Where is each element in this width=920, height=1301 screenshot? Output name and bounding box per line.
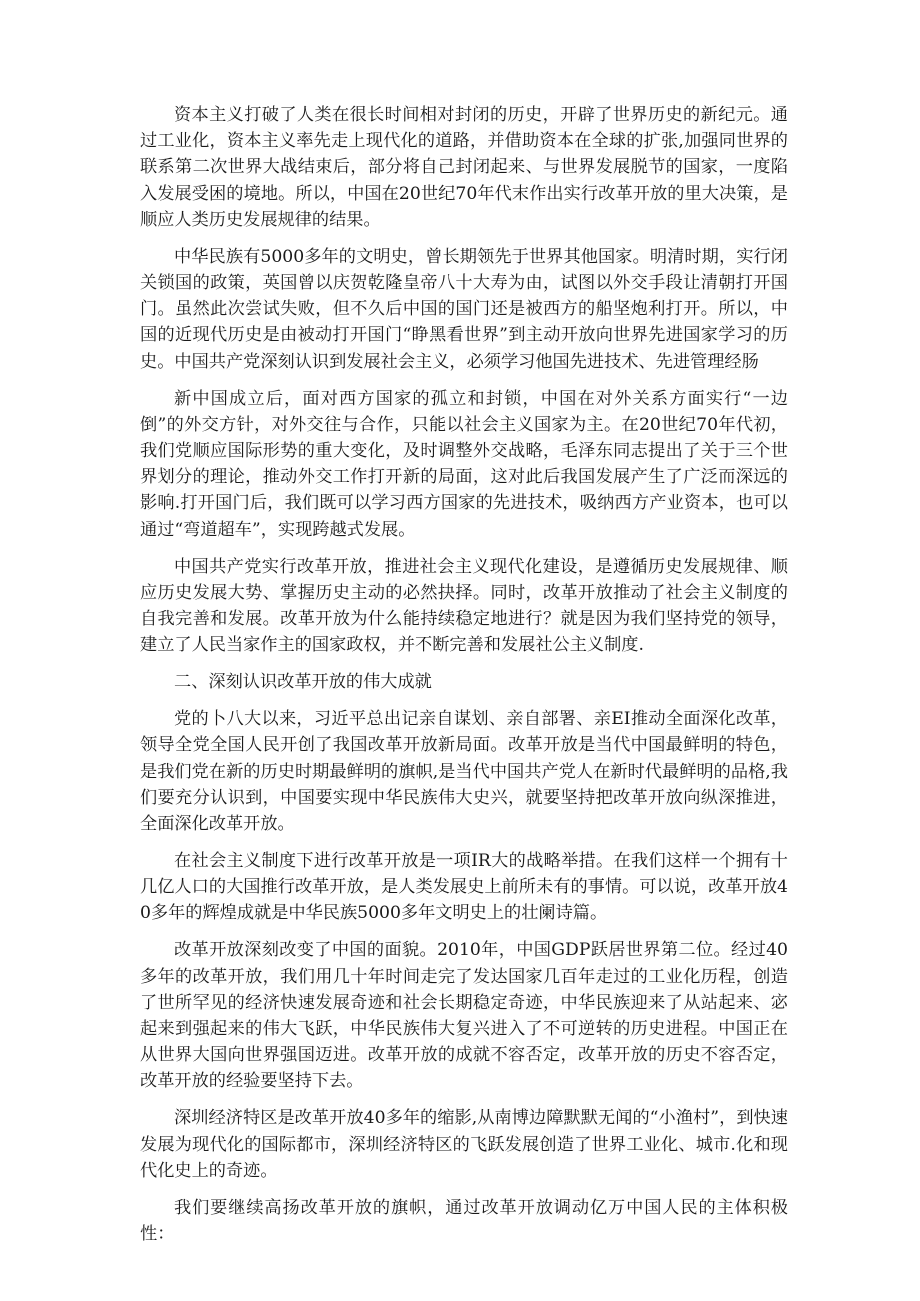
paragraph-new-china-diplomacy: 新中国成立后，面对西方国家的孤立和封锁，中国在对外关系方面实行“一边倒”的外交方针，对外交往与合作，只能以社会主义国家为主。在20世纪70年代初，我们党顺应国际形势的重大变化，及时调整外交战略，毛泽东同志提出了关于三个世界划分的理论，推动外交工作打开新的局面，这对此后我国发展产生了广泛而深远的影响.打开国门后，我们既可以学习西方国家的先进技术，吸纳西方产业资本，也可以通过“弯道超车”，实现跨越式发展。 — [140, 388, 788, 540]
paragraph-strategic-measure: 在社会主义制度下进行改革开放是一项IR大的战略举措。在我们这样一个拥有十几亿人口的大国推行改革开放，是人类发展史上前所未有的事情。可以说，改革开放40多年的辉煌成就是中华民族5000多年文明史上的壮阑诗篇。 — [140, 851, 788, 924]
section-heading: 二、深刻认识改革开放的伟大成就 — [174, 672, 432, 693]
paragraph-shenzhen: 深圳经济特区是改革开放40多年的缩影,从南博边障默默无闻的“小渔村”，到快速发展为现代化的国际都市，深圳经济特区的飞跃发展创造了世界工业化、城市.化和现代化史上的奇迹。 — [140, 1108, 788, 1181]
paragraph-18th-congress: 党的卜八大以来，习近平总出记亲自谋划、亲自部署、亲EI推动全面深化改革，领导全党全国人民开创了我国改革开放新局面。改革开放是当代中国最鲜明的特色，是我们党在新的历史时期最鲜明的旗帜,是当代中国共产党人在新时代最鲜明的品格,我们要充分认识到，中国要实现中华民族伟大史兴，就要坚持把改革开放向纵深推进，全面深化改革开放。 — [140, 709, 788, 835]
paragraph-chinese-civilization: 中华民族有5000多年的文明史，曾长期领先于世界其他国家。明清时期，实行闭关锁国的政策，英国曾以庆贺乾隆皇帝八十大寿为由，试图以外交手段让清朝打开国门。虽然此次尝试失败，但不久后中国的国门还是被西方的船坚炮利打开。所以，中国的近现代历史是由被动打开国门“睁黑看世界”到主动开放向世界先进国家学习的历史。中国共产党深刻认识到发展社会主义，必须学习他国先进技术、先进管理经肠 — [140, 246, 788, 372]
paragraph-china-transformation: 改革开放深刻改变了中国的面貌。2010年，中国GDP跃居世界第二位。经过40多年的改革开放，我们用几十年时间走完了发达国家几百年走过的工业化历程，创造了世所罕见的经济快速发展奇迹和社会长期稳定奇迹，中华民族迎来了从站起来、宓起来到强起来的伟大飞跃，中华民族伟大复兴进入了不可逆转的历史进程。中国正在从世界大国向世界强国迈进。改革开放的成就不容否定，改革开放的历史不容否定，改革开放的经验要坚持下去。 — [140, 940, 788, 1092]
paragraph-continue-reform: 我们要继续高扬改革开放的旗帜，通过改革开放调动亿万中国人民的主体积极性： — [140, 1197, 788, 1245]
paragraph-cpc-reform: 中国共产党实行改革开放，推进社会主义现代化建设，是遵循历史发展规律、顺应历史发展大势、掌握历史主动的必然抉择。同时，改革开放推动了社会主义制度的自我完善和发展。改革开放为什么能持续稳定地进行？就是因为我们坚持党的领导，建立了人民当家作主的国家政权，并不断完善和发展社公主义制度. — [140, 556, 788, 656]
paragraph-capitalism-history: 资本主义打破了人类在很长时间相对封闭的历史，开辟了世界历史的新纪元。通过工业化，资本主义率先走上现代化的道路，并借助资本在全球的扩张,加强同世界的联系第二次世界大战结束后，部分将自己封闭起来、与世界发展脱节的国家，一度陷入发展受困的境地。所以，中国在20世纪70年代末作出实行改革开放的里大决策，是顺应人类历史发展规律的结果。 — [140, 105, 788, 230]
document-body — [140, 102, 788, 1258]
